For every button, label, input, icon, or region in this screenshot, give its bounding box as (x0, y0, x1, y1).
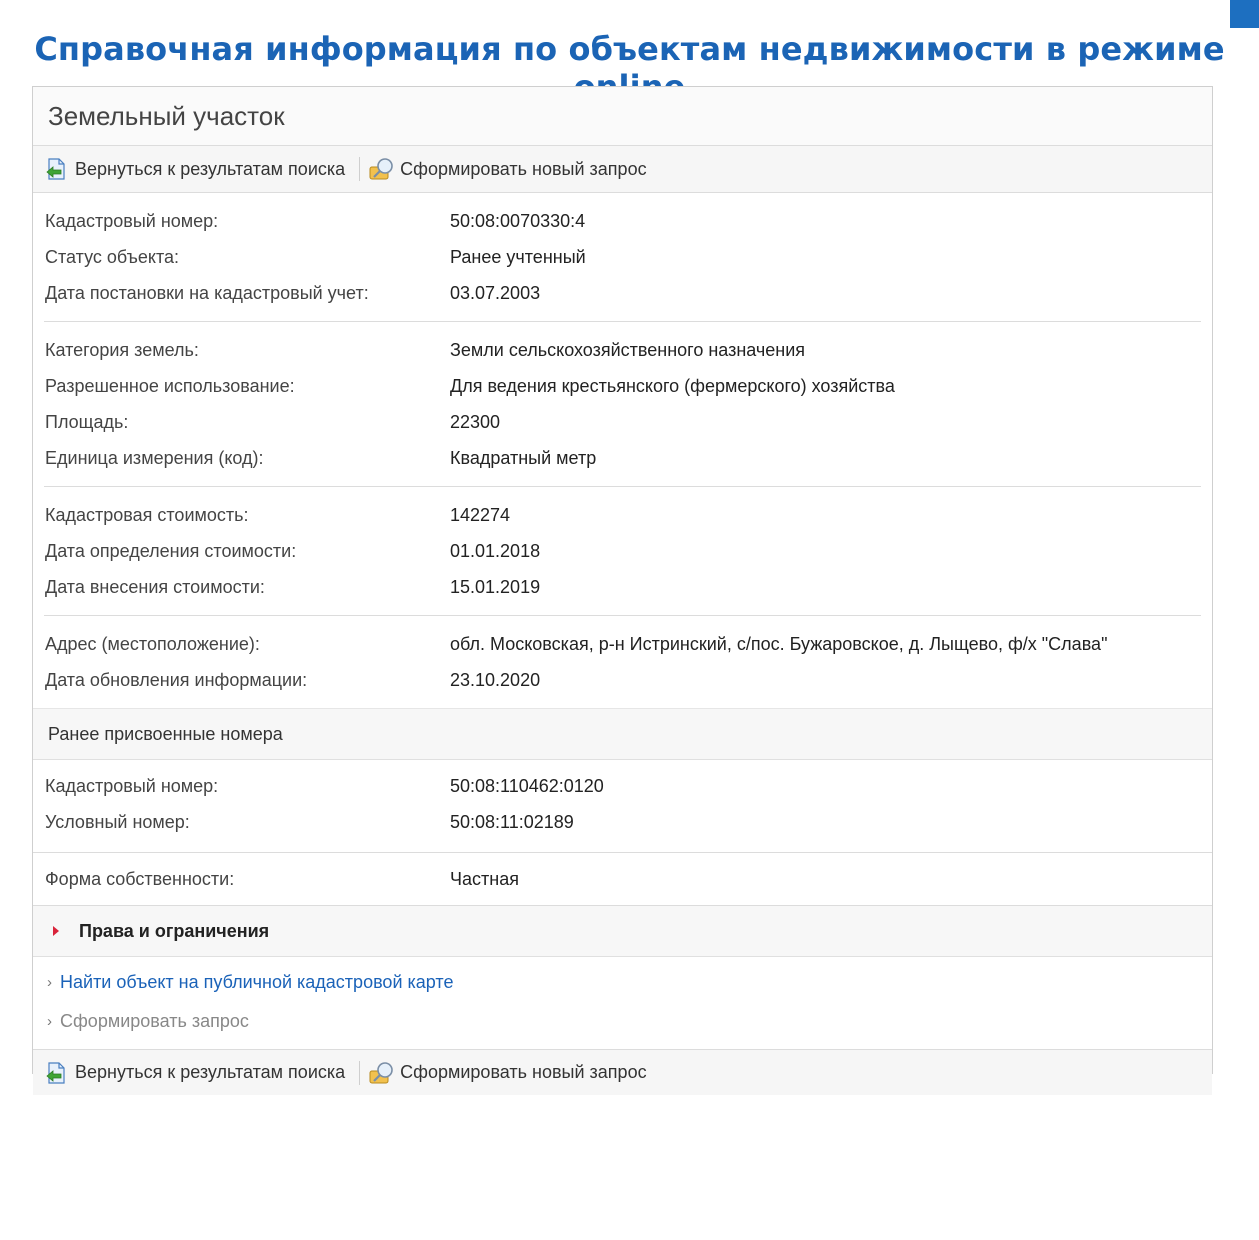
info-row (44, 239, 1201, 275)
info-row (44, 203, 1201, 239)
registration-date-value: 03.07.2003 (450, 282, 541, 303)
toolbar-separator (359, 1061, 360, 1085)
back-to-results-button[interactable] (44, 157, 345, 181)
conditional-number-value: 50:08:11:02189 (450, 811, 574, 832)
info-panel (32, 86, 1213, 1082)
registration-section (44, 193, 1201, 322)
row-label: Площадь: (45, 411, 129, 432)
land-section (44, 322, 1201, 487)
rights-label: Права и ограничения (79, 920, 270, 941)
info-row (44, 275, 1201, 311)
info-row (44, 569, 1201, 605)
toolbar-separator (359, 157, 360, 181)
area-value: 22300 (450, 411, 501, 432)
back-to-results-button-bottom[interactable] (44, 1061, 345, 1085)
permitted-use-value: Для ведения крестьянского (фермерского) хозяйства (450, 375, 895, 396)
row-label: Дата определения стоимости: (45, 540, 297, 561)
info-row (44, 497, 1201, 533)
row-label: Условный номер: (45, 811, 190, 832)
land-category-value: Земли сельскохозяйственного назначения (450, 339, 806, 360)
address-value: обл. Московская, р-н Истринский, с/пос. Бужаровское, д. Лыщево, ф/х "Слава" (450, 633, 1108, 654)
expand-triangle-icon (53, 926, 59, 936)
info-row (44, 533, 1201, 569)
search-key-icon (369, 157, 393, 181)
back-to-results-label: Вернуться к результатам поиска (75, 158, 346, 179)
back-arrow-icon (44, 157, 68, 181)
row-label: Адрес (местоположение): (45, 633, 260, 654)
row-label: Категория земель: (45, 339, 199, 360)
ownership-value: Частная (450, 868, 519, 889)
bottom-toolbar (33, 1050, 1212, 1095)
chevron-right-icon: › (47, 1013, 52, 1030)
row-label: Кадастровый номер: (45, 775, 219, 796)
new-request-button-bottom[interactable] (369, 1061, 646, 1085)
row-label: Кадастровая стоимость: (45, 504, 249, 525)
info-row (44, 804, 1201, 840)
address-section (44, 616, 1201, 708)
cadastral-cost-value: 142274 (450, 504, 511, 525)
info-row (44, 861, 1201, 897)
back-arrow-icon (44, 1061, 68, 1085)
previous-numbers-section (33, 760, 1212, 853)
info-row (44, 368, 1201, 404)
new-request-label: Сформировать новый запрос (400, 158, 647, 179)
cost-determination-date-value: 01.01.2018 (450, 540, 541, 561)
page-title: Справочная информация по объектам недвижимости в режиме (34, 30, 1225, 68)
ownership-section (33, 853, 1212, 906)
info-row (44, 404, 1201, 440)
back-to-results-label: Вернуться к результатам поиска (75, 1062, 346, 1082)
chevron-right-icon: › (47, 974, 52, 991)
row-label: Кадастровый номер: (45, 210, 219, 231)
row-label: Единица измерения (код): (45, 447, 264, 468)
info-row (44, 332, 1201, 368)
update-date-value: 23.10.2020 (450, 669, 541, 690)
row-label: Дата внесения стоимости: (45, 576, 265, 597)
make-request-link[interactable]: Сформировать запрос (60, 1011, 249, 1031)
make-request-row (47, 1002, 1198, 1041)
row-label: Разрешенное использование: (45, 375, 295, 396)
info-row (44, 768, 1201, 804)
search-key-icon (369, 1061, 393, 1085)
new-request-button[interactable] (369, 157, 646, 181)
unit-value: Квадратный метр (450, 447, 597, 468)
previous-numbers-header: Ранее присвоенные номера (33, 708, 1212, 760)
find-on-map-link[interactable]: Найти объект на публичной кадастровой карте (60, 972, 454, 992)
info-row (44, 440, 1201, 476)
info-row (44, 626, 1201, 662)
info-row (44, 662, 1201, 698)
object-type-heading: Земельный участок (33, 87, 1212, 146)
cadastral-number-value: 50:08:0070330:4 (450, 210, 586, 231)
find-on-map-row (47, 963, 1198, 1002)
new-request-label: Сформировать новый запрос (400, 1062, 647, 1082)
row-label: Дата обновления информации: (45, 669, 308, 690)
row-label: Статус объекта: (45, 246, 180, 267)
row-label: Форма собственности: (45, 868, 235, 889)
corner-tab[interactable] (1230, 0, 1259, 28)
prev-cadastral-number-value: 50:08:110462:0120 (450, 775, 604, 796)
cost-entry-date-value: 15.01.2019 (450, 576, 541, 597)
cost-section (44, 487, 1201, 616)
object-status-value: Ранее учтенный (450, 246, 586, 267)
rights-toggle[interactable] (33, 906, 1212, 957)
links-section (33, 957, 1212, 1050)
row-label: Дата постановки на кадастровый учет: (45, 282, 369, 303)
top-toolbar (33, 146, 1212, 193)
